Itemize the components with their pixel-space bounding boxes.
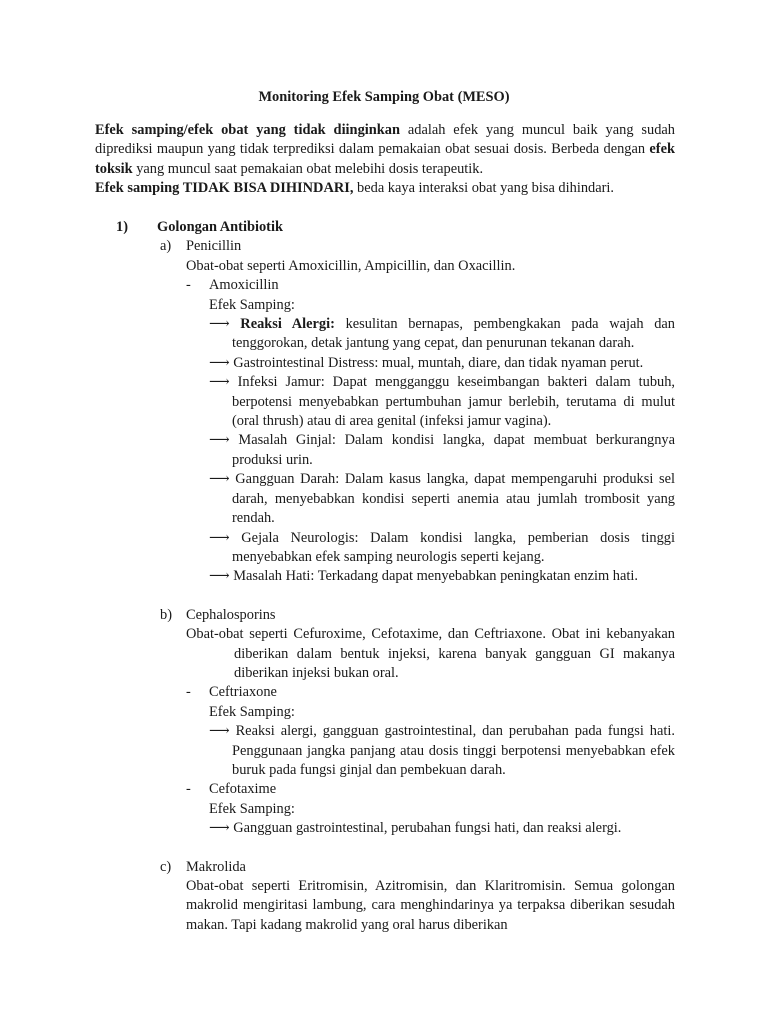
subsection-label: c) — [160, 858, 172, 875]
section-title: Golongan Antibiotik — [157, 219, 283, 235]
effect-item: ⟶ Reaksi alergi, gangguan gastrointestinal, dan perubahan pada fungsi hati. Penggunaan jangka panjang atau dosis tinggi berpotensi menyebabkan efek buruk pada fungsi ginjal dan pembekuan darah. — [209, 723, 675, 778]
subsection-penicillin — [160, 237, 675, 256]
intro-section — [95, 121, 675, 199]
subsection-description: Obat-obat seperti Cefuroxime, Cefotaxime, dan Ceftriaxone. Obat ini kebanyakan diberikan dalam bentuk injeksi, karena banyak gangguan GI makanya diberikan injeksi bukan oral. — [186, 626, 675, 681]
drug-dash: - — [186, 277, 191, 294]
efek-samping-label: Efek Samping: — [209, 296, 295, 313]
intro-bold-term-toksik: efek toksik — [95, 141, 675, 177]
drug-amoxicillin — [186, 276, 675, 295]
drug-name: Amoxicillin — [209, 277, 279, 294]
subsection-title: Makrolida — [186, 858, 246, 875]
drug-name: Cefotaxime — [209, 781, 277, 798]
subsection-description: Obat-obat seperti Amoxicillin, Ampicillin, dan Oxacillin. — [186, 257, 516, 274]
effect-item: ⟶ Gangguan Darah: Dalam kasus langka, dapat mempengaruhi produksi sel darah, menyebabkan kondisi seperti anemia atau jumlah trombosit yang rendah. — [209, 471, 675, 527]
arrow-icon: ⟶ — [209, 316, 241, 333]
intro-text: adalah efek yang muncul baik yang sudah diprediksi maupun yang tidak terprediksi dalam pemakaian obat sesuai dosis. Berbeda dengan — [95, 122, 675, 158]
subsection-title: Penicillin — [186, 238, 242, 255]
subsection-label: a) — [160, 238, 172, 255]
section-number: 1) — [116, 219, 128, 235]
effect-item: ⟶ Masalah Ginjal: Dalam kondisi langka, dapat membuat berkurangnya produksi urin. — [209, 432, 675, 468]
effect-item: ⟶ Infeksi Jamur: Dapat mengganggu keseimbangan bakteri dalam tubuh, berpotensi menyebabkan pertumbuhan jamur berlebih, terutama di mulut (oral thrush) atau di area genital (infeksi jamur vagina). — [209, 374, 675, 430]
spacer — [95, 587, 675, 606]
efek-samping-label: Efek Samping: — [209, 800, 295, 817]
intro-paragraph-2 — [95, 179, 675, 198]
intro-paragraph-1 — [95, 121, 675, 179]
subsection-title: Cephalosporins — [186, 606, 276, 623]
drug-name: Ceftriaxone — [209, 684, 277, 701]
section-heading — [116, 218, 675, 237]
intro-text-2: yang muncul saat pemakaian obat melebihi dosis terapeutik. — [132, 160, 484, 177]
subsection-description: Obat-obat seperti Eritromisin, Azitromisin, dan Klaritromisin. Semua golongan makrolid mengiritasi lambung, cara menghindarinya ya terpaksa diberikan sesudah makan. Tapi kadang makrolid yang oral harus diberikan — [186, 878, 675, 933]
intro-bold-term: Efek samping/efek obat yang tidak diinginkan — [95, 122, 400, 138]
drug-cefotaxime — [186, 780, 675, 799]
intro-text-3: beda kaya interaksi obat yang bisa dihindari. — [353, 180, 614, 197]
subsection-label: b) — [160, 606, 172, 623]
effect-item: ⟶ Gastrointestinal Distress: mual, muntah, diare, dan tidak nyaman perut. — [209, 354, 644, 371]
effect-item: ⟶ Gangguan gastrointestinal, perubahan fungsi hati, dan reaksi alergi. — [209, 820, 622, 837]
effect-item — [209, 315, 675, 354]
intro-bold-emphasis: Efek samping TIDAK BISA DIHINDARI, — [95, 180, 354, 197]
effect-item: ⟶ Masalah Hati: Terkadang dapat menyebabkan peningkatan enzim hati. — [209, 568, 638, 585]
drug-ceftriaxone — [186, 683, 675, 702]
drug-dash: - — [186, 684, 191, 701]
subsection-cephalosporins — [160, 606, 675, 625]
efek-samping-label: Efek Samping: — [209, 703, 295, 720]
main-content — [95, 218, 675, 935]
subsection-makrolida — [160, 858, 675, 877]
spacer — [95, 839, 675, 858]
drug-dash: - — [186, 781, 191, 798]
document-title: Monitoring Efek Samping Obat (MESO) — [258, 89, 510, 105]
effect-text: kesulitan bernapas, pembengkakan pada wajah dan tenggorokan, detak jantung yang cepat, dan penurunan tekanan darah. — [232, 316, 675, 352]
effect-item: ⟶ Gejala Neurologis: Dalam kondisi langka, pemberian dosis tinggi menyebabkan efek samping neurologis seperti kejang. — [209, 529, 675, 565]
effect-bold-term: Reaksi Alergi: — [240, 316, 335, 333]
